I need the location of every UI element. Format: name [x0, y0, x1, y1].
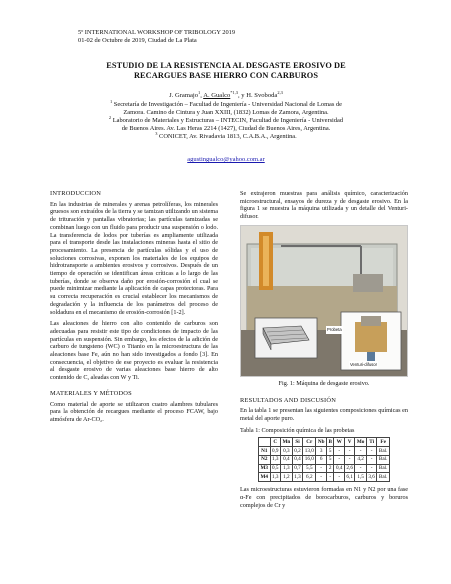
table-cell: -	[316, 464, 327, 473]
workshop-header: 5º INTERNATIONAL WORKSHOP OF TRIBOLOGY 2019	[78, 29, 236, 36]
results-paragraph-1: En la tabla 1 se presentan las siguientes composiciones químicas en metal del aporte puro.	[240, 407, 408, 422]
table-caption: Tabla 1: Composición química de las probetas	[240, 426, 355, 434]
table-cell: 0,7	[294, 465, 301, 472]
table-cell: -	[366, 464, 376, 473]
table-cell: N2	[259, 455, 271, 464]
table-cell: -	[355, 464, 367, 473]
table-cell: -	[344, 455, 354, 464]
table-cell: 2,6	[346, 465, 353, 472]
author-2-sup: *1,3	[230, 89, 238, 95]
table-header-cell: Cr	[303, 438, 316, 447]
table-cell: 3	[316, 447, 327, 456]
right-paragraph-1: Se extrajeron muestras para análisis químico, caracterización microestructural, ensayos de dureza y de desgaste erosivo. En la figura 1 se muestra la máquina utilizada y un detalle del Venturi-difusor.	[240, 190, 408, 221]
table-cell: 1,3	[280, 464, 292, 473]
figure-caption: Fig. 1: Máquina de desgaste erosivo.	[278, 379, 370, 387]
methods-paragraph-1: Como material de aporte se utilizaron cuatro alambres tubulares para la obtención de recargues mediante el proceso FCAW, bajo atmósfera de Ar-CO₂.	[50, 400, 218, 423]
title-line-2: RECARGUES BASE HIERRO CON CARBUROS	[133, 71, 319, 80]
intro-paragraph-2: Las aleaciones de hierro con alto contenido de carburos son adecuadas para resistir este tipo de condiciones de impacto de las partículas en suspensión. Sin embargo, los efectos de la adición de carburo de tungsteno (WC) o Titanio en la microestructura de las aleaciones base Fe, aún no han sido investigados a fondo [3]. En consecuencia, el objetivo de ese proyecto es evaluar la resistencia al desgaste erosivo de varias aleaciones base hierro de alto contenido de C, aleadas con W y Ti.	[50, 320, 218, 382]
title-line-1: ESTUDIO DE LA RESISTENCIA AL DESGASTE EROSIVO DE	[106, 61, 346, 70]
table-cell: 1,5	[355, 473, 367, 482]
table-cell: 1,3	[294, 474, 301, 481]
email-link[interactable]: agustingualco@yahoo.com.ar	[187, 156, 265, 163]
table-header-cell: Si	[292, 438, 302, 447]
table-cell: 13,0	[304, 447, 314, 454]
table-cell: 2	[326, 464, 333, 473]
author-2: A. Gualco	[203, 92, 231, 99]
table-cell: 5	[326, 447, 333, 456]
table-cell: 0,9	[272, 447, 279, 454]
affiliation-2-cont: de Buenos Aires. Av. Las Heras 2214 (1427), Ciudad de Buenos Aires, Argentina.	[121, 125, 331, 133]
author-3: , y H. Svoboda	[237, 92, 278, 99]
table-cell: Bal.	[378, 465, 388, 472]
table-header-cell: Mo	[356, 438, 365, 445]
table-cell: Bal.	[378, 447, 388, 454]
affiliation-1	[60, 98, 392, 109]
author-1-sup: 1	[198, 89, 201, 95]
table-header-cell: V	[344, 438, 354, 447]
affiliation-1-cont: Zamora. Camino de Cintura y Juan XXIII, (1832) Lomas de Zamora, Argentina.	[123, 109, 329, 117]
table-cell: 0,5	[272, 465, 279, 472]
table-header-cell: W	[334, 438, 344, 447]
author-sep-1: ,	[200, 92, 204, 99]
table-cell: 0,4	[294, 456, 301, 463]
table-row	[259, 464, 390, 473]
intro-heading: INTRODUCCION	[50, 190, 102, 197]
aff3-line1: CONICET, Av. Rivadavia 1813, C.A.B.A., Argentina.	[157, 133, 297, 141]
table-header-cell: Nb	[317, 438, 325, 445]
results-paragraph-2: Las microestructuras estuvieron formadas en N1 y N2 por una fase α-Fe con precipitados de borocarburos, carburos y boruros complejos de Cr y	[240, 486, 408, 509]
author-1: J. Gramajo	[169, 92, 199, 99]
affiliations	[60, 98, 392, 141]
table-cell: -	[334, 447, 344, 456]
table-cell: 6,2	[303, 473, 316, 482]
table-cell: 0,4	[280, 455, 292, 464]
table-cell: M3	[260, 465, 268, 472]
table-cell: M4	[260, 474, 268, 481]
table-header-cell: Mn	[282, 438, 291, 445]
table-cell: -	[366, 447, 376, 456]
table-cell: 3,6	[368, 474, 375, 481]
table-cell: 1,2	[280, 473, 292, 482]
author-3-sup: 2,3	[277, 89, 283, 95]
table-cell: 1,3	[272, 474, 279, 481]
table-cell: 0,4	[335, 465, 343, 472]
table-header-cell: Fe	[377, 438, 390, 447]
intro-paragraph-1: En las industrias de minerales y arenas petrolíferas, los minerales gruesos son extraídos de la tierra y se tamizan utilizando un sistema de trituración y pantallas vibratorias; las partículas tamizadas se combinan luego con un fluido para producir una suspensión o lodo. La transferencia de lodos por tuberías es ampliamente utilizada para el transporte desde las instalaciones mineras hasta el sitio de procesamiento. La presencia de partículas sólidas y el uso de soluciones corrosivas, exponen los materiales de los equipos de hidrotransporte a ambientes erosivos y corrosivos. Después de un tiempo de operación se identifican áreas críticas a lo largo de las tuberías, donde se observa daño por erosión-corrosión el cual se puede minimizar mediante la aplicación de capas protectoras. Para su correcta recuperación es crucial establecer los mecanismos de degradación y la influencia de los parámetros del proceso de soldadura en el mecanismo de erosión-corrosión [1-2].	[50, 200, 218, 316]
table-cell: -	[334, 473, 344, 482]
table-cell: 1,3	[272, 456, 279, 463]
results-heading: RESULTADOS AND DISCUSIÓN	[240, 396, 337, 404]
date-place: 01-02 de Octubre de 2019, Ciudad de La Plata	[78, 37, 197, 44]
venturi-label: Venturi-difusor	[350, 361, 377, 367]
affiliation-2	[60, 117, 392, 125]
table-header-cell: B	[328, 438, 332, 445]
table-cell: Bal.	[378, 456, 388, 463]
table-cell: 6,1	[346, 474, 353, 481]
table-cell: -	[366, 455, 376, 464]
aff3-sup: 3	[155, 131, 158, 137]
aff2-line1: Laboratorio de Materiales y Estructuras – INTECIN, Facultad de Ingeniería - Universidad	[111, 117, 344, 125]
right-column	[240, 190, 408, 513]
table-cell: 6	[316, 455, 327, 464]
left-column	[50, 190, 218, 428]
table-cell: 16,0	[304, 456, 314, 463]
table-cell: 4,2	[355, 455, 367, 464]
table-cell: N1	[259, 447, 271, 456]
composition-table	[258, 437, 390, 482]
table-header-cell: Ti	[366, 438, 376, 447]
table-header-cell	[259, 438, 271, 447]
table-cell: Bal.	[378, 474, 388, 481]
table-cell: 0,2	[294, 447, 301, 454]
aff2-sup: 2	[108, 115, 112, 121]
methods-heading: MATERIALES Y MÉTODOS	[50, 389, 132, 397]
table-header-cell: C	[270, 438, 280, 447]
probeta-label: Probeta	[327, 326, 342, 332]
table-cell: -	[355, 447, 367, 456]
aff1-sup: 1	[110, 98, 113, 104]
table-cell: 5,5	[303, 464, 316, 473]
paper-title	[60, 61, 392, 81]
table-cell: -	[334, 455, 344, 464]
aff1-line1: Secretaría de Investigación – Facultad de Ingeniería - Universidad Nacional de Lomas de	[112, 101, 342, 108]
table-row	[259, 455, 390, 464]
table-cell: -	[344, 447, 354, 456]
affiliation-3	[60, 133, 392, 141]
table-row	[259, 447, 390, 456]
table-header-row	[259, 438, 390, 447]
table-cell: -	[316, 473, 327, 482]
table-cell: 5	[326, 455, 333, 464]
table-row	[259, 473, 390, 482]
erosion-machine-photo	[241, 226, 407, 376]
table-cell: -	[326, 473, 333, 482]
table-cell: 0,3	[280, 447, 292, 456]
erosion-machine-figure	[240, 225, 408, 377]
